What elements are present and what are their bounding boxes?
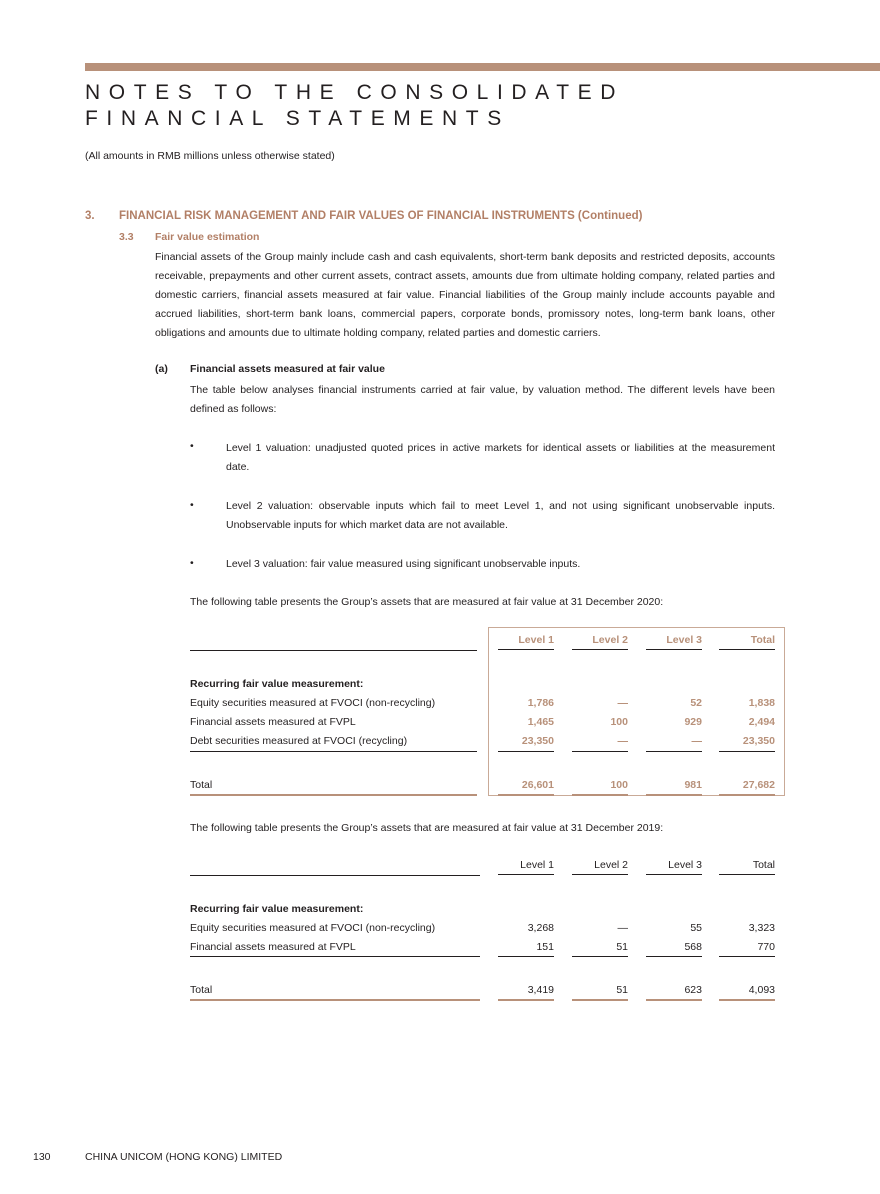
table-2020-total-cell: 981 [684,779,702,791]
table-2020-lead: The following table presents the Group’s assets that are measured at fair value at 31 December 2020: [190,596,664,608]
table-2020-header-rule [190,650,477,651]
table-2019-header-total: Total [752,859,775,871]
section-number: 3. [85,210,95,222]
table-2019-total-cell: 623 [684,984,702,996]
bullet-level-1: Level 1 valuation: unadjusted quoted prices in active markets for identical assets or liabilities at the measurement date. [226,442,775,473]
table-2020-cell: — [691,735,702,747]
page-title [85,80,624,132]
table-2019-total-cell: 3,419 [527,984,554,996]
table-2020-subtotal-rule [572,751,628,752]
table-2020-cell: 52 [690,697,702,709]
table-2019-cell: 55 [690,922,702,934]
table-2019-cell: 151 [536,941,554,953]
table-2020-total-rule [572,794,628,796]
amounts-note: (All amounts in RMB millions unless otherwise stated) [85,150,335,162]
table-2020-row-label: Debt securities measured at FVOCI (recycling) [190,735,408,747]
table-2020-row-label: Financial assets measured at FVPL [190,716,356,728]
page-title-line-2: FINANCIAL STATEMENTS [85,107,510,130]
bullet-marker: • [190,440,194,452]
table-2019-total-rule [646,999,702,1001]
table-2019-header-level-3: Level 3 [668,859,702,871]
table-2020-total-rule [646,794,702,796]
table-2020-cell: — [617,697,628,709]
top-accent-bar [85,63,880,71]
table-2020-header-rule [646,649,702,650]
table-2020-subtotal-rule [190,751,477,752]
table-2020-subtotal-rule [719,751,775,752]
table-2019-cell: 51 [616,941,628,953]
subsection-number: 3.3 [119,231,134,243]
table-2019-header-rule [719,874,775,875]
bullet-level-3: Level 3 valuation: fair value measured using significant unobservable inputs. [226,558,581,570]
bullet-marker: • [190,557,194,569]
table-2020-cell: 23,350 [521,735,554,747]
table-2019-row-label: Financial assets measured at FVPL [190,941,356,953]
table-2020-subtotal-rule [646,751,702,752]
table-2019-header-rule [498,874,554,875]
table-2019-total-cell: 51 [616,984,628,996]
table-2019-header-level-2: Level 2 [594,859,628,871]
table-2020-cell: 1,786 [527,697,554,709]
table-2019-header-level-1: Level 1 [520,859,554,871]
part-a-description: The table below analyses financial instruments carried at fair value, by valuation method. The different levels have been defined as follows: [190,384,775,415]
table-2020-header-rule [572,649,628,650]
table-2019-total-rule [498,999,554,1001]
table-2019-header-rule [646,874,702,875]
table-2020-total-rule [498,794,554,796]
table-2020-cell: 100 [610,716,628,728]
table-2019-row-label: Equity securities measured at FVOCI (non-recycling) [190,922,436,934]
table-2019-section-label: Recurring fair value measurement: [190,903,364,915]
table-2019-header-rule [190,875,480,876]
table-2020-header-level-1: Level 1 [518,634,554,646]
subsection-title: Fair value estimation [155,231,260,243]
intro-paragraph: Financial assets of the Group mainly include cash and cash equivalents, short-term bank deposits and restricted deposits, accounts receivable, prepayments and other current assets, contract assets, amounts due from ultimate holding company, related parties and domestic carriers, financial assets measured at fair value. Financial liabilities of the Group mainly include accounts payable and accrued liabilities, short-term bank loans, commercial papers, corporate bonds, promissory notes, long-term bank loans, other obligations and amounts due to ultimate holding company, related parties and domestic carriers. [155,251,775,339]
part-a-title: Financial assets measured at fair value [190,363,385,375]
bullet-level-2: Level 2 valuation: observable inputs which fail to meet Level 1, and not using significant unobservable inputs. Unobservable inputs for which market data are not available. [226,500,775,531]
table-2020-header-level-3: Level 3 [666,634,702,646]
table-2019-cell: — [617,922,628,934]
table-2020-section-label: Recurring fair value measurement: [190,678,364,690]
table-2020-cell: 1,838 [748,697,775,709]
table-2019-header-rule [572,874,628,875]
table-2019-cell: 3,323 [748,922,775,934]
table-2020-header-level-2: Level 2 [592,634,628,646]
page-number: 130 [33,1151,51,1163]
table-2019-subtotal-rule [646,956,702,957]
table-2020-subtotal-rule [498,751,554,752]
table-2019-total-rule [719,999,775,1001]
table-2020-header-rule [498,649,554,650]
table-2020-header-total: Total [750,634,775,646]
section-title: FINANCIAL RISK MANAGEMENT AND FAIR VALUES OF FINANCIAL INSTRUMENTS (Continued) [119,210,643,222]
table-2020-total-cell: 27,682 [742,779,775,791]
table-2019-subtotal-rule [498,956,554,957]
table-2019-subtotal-rule [572,956,628,957]
table-2019-total-rule [190,999,480,1001]
bullet-marker: • [190,499,194,511]
table-2020-cell: 1,465 [527,716,554,728]
page-title-line-1: NOTES TO THE CONSOLIDATED [85,81,625,104]
table-2020-header-rule [719,649,775,650]
table-2019-total-label: Total [190,984,213,996]
table-2020-total-cell: 100 [610,779,628,791]
table-2020-highlight-box [488,627,785,796]
table-2019-subtotal-rule [190,956,480,957]
table-2019-cell: 3,268 [527,922,554,934]
table-2020-total-rule [190,794,477,796]
table-2019-cell: 770 [757,941,775,953]
table-2019-total-cell: 4,093 [748,984,775,996]
part-a-label: (a) [155,363,168,375]
table-2020-cell: — [617,735,628,747]
table-2019-lead: The following table presents the Group’s assets that are measured at fair value at 31 December 2019: [190,822,664,834]
footer-company-name: CHINA UNICOM (HONG KONG) LIMITED [85,1151,283,1163]
table-2019-cell: 568 [684,941,702,953]
table-2019-total-rule [572,999,628,1001]
table-2019-subtotal-rule [719,956,775,957]
table-2020-cell: 23,350 [742,735,775,747]
table-2020-total-label: Total [190,779,213,791]
table-2020-total-cell: 26,601 [521,779,554,791]
table-2020-row-label: Equity securities measured at FVOCI (non-recycling) [190,697,436,709]
table-2020-cell: 2,494 [748,716,775,728]
table-2020-total-rule [719,794,775,796]
table-2020-cell: 929 [684,716,702,728]
